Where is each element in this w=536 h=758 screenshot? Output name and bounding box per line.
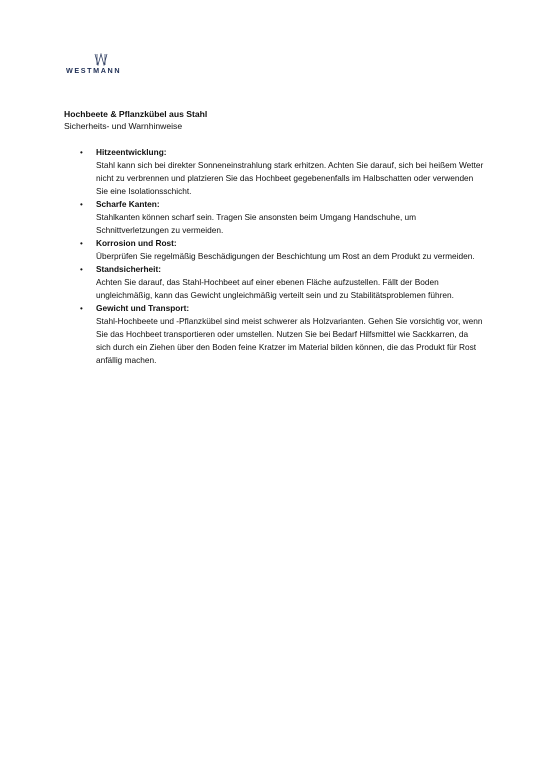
- warning-item-sharp-edges: [64, 198, 484, 237]
- warning-item-stability: [64, 263, 484, 302]
- brand-wordmark: WESTMANN: [66, 66, 122, 75]
- bullet-marker: •: [80, 265, 83, 274]
- bullet-marker: •: [80, 304, 83, 313]
- bullet-marker: •: [80, 200, 83, 209]
- bullet-marker: •: [80, 239, 83, 248]
- warning-text: Stahl-Hochbeete und -Pflanzkübel sind meist schwerer als Holzvarianten. Gehen Sie vorsichtig vor, wenn Sie das Hochbeet transportieren oder umstellen. Nutzen Sie bei Bedarf Hilfsmittel wie Sackkarren, da sich durch ein Ziehen über den Boden feine Kratzer im Material bilden können, die das Produkt für Rost anfällig machen.: [96, 316, 483, 365]
- warning-title: Scharfe Kanten:: [96, 199, 160, 209]
- warning-title: Korrosion und Rost:: [96, 238, 177, 248]
- bullet-marker: •: [80, 148, 83, 157]
- warning-item-transport: [64, 302, 484, 367]
- warning-title: Hitzeentwicklung:: [96, 147, 167, 157]
- document-subtitle: Sicherheits- und Warnhinweise: [64, 121, 183, 131]
- warning-text: Überprüfen Sie regelmäßig Beschädigungen der Beschichtung um Rost an dem Produkt zu vermeiden.: [96, 251, 475, 261]
- document-body: [64, 108, 484, 367]
- document-title: Hochbeete & Pflanzkübel aus Stahl: [64, 109, 208, 119]
- warning-text: Achten Sie darauf, das Stahl-Hochbeet auf einer ebenen Fläche aufzustellen. Fällt der Boden ungleichmäßig, kann das Gewicht ungleichmäßig verteilt sein und zu Stabilitätsproblemen führen.: [96, 277, 454, 300]
- warning-text: Stahl kann sich bei direkter Sonneneinstrahlung stark erhitzen. Achten Sie darauf, sich bei heißem Wetter nicht zu verbrennen und platzieren Sie das Hochbeet gegebenenfalls im Halbschatten oder verwenden Sie eine Isolationsschicht.: [96, 160, 484, 196]
- warning-item-corrosion: [64, 237, 484, 263]
- wm-monogram-icon: [94, 53, 108, 66]
- brand-logo: [64, 53, 144, 77]
- warning-item-heat: [64, 146, 484, 198]
- warning-list: [64, 146, 484, 367]
- warning-text: Stahlkanten können scharf sein. Tragen Sie ansonsten beim Umgang Handschuhe, um Schnittverletzungen zu vermeiden.: [96, 212, 417, 235]
- warning-title: Standsicherheit:: [96, 264, 162, 274]
- warning-title: Gewicht und Transport:: [96, 303, 190, 313]
